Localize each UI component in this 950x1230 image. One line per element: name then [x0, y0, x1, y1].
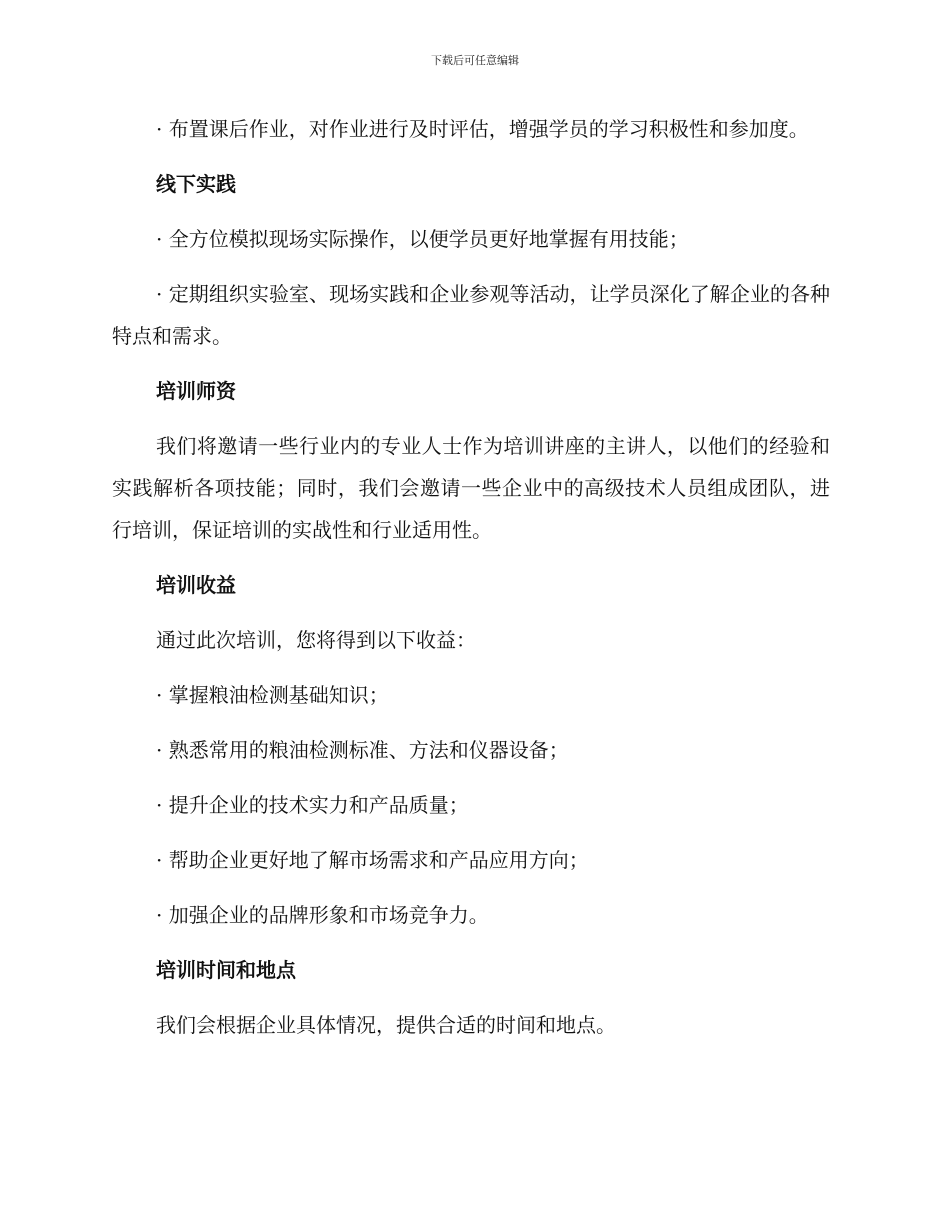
bullet-item: · 定期组织实验室、现场实践和企业参观等活动，让学员深化了解企业的各种特点和需求。 — [112, 282, 830, 348]
section-heading: 培训收益 — [156, 573, 236, 597]
bullet-item: · 帮助企业更好地了解市场需求和产品应用方向； — [156, 848, 589, 872]
body-paragraph: 我们会根据企业具体情况，提供合适的时间和地点。 — [156, 1013, 616, 1037]
page-header: 下载后可任意编辑 — [431, 54, 519, 67]
section-heading: 培训师资 — [156, 379, 236, 403]
bullet-item: · 提升企业的技术实力和产品质量； — [156, 793, 469, 817]
bullet-item: · 加强企业的品牌形象和市场竞争力。 — [156, 903, 489, 927]
body-paragraph: 我们将邀请一些行业内的专业人士作为培训讲座的主讲人，以他们的经验和实践解析各项技能；同时，我们会邀请一些企业中的高级技术人员组成团队，进行培训，保证培训的实战性和行业适用性。 — [112, 434, 830, 542]
document-body — [112, 108, 830, 1046]
bullet-item: · 掌握粮油检测基础知识； — [156, 683, 389, 707]
body-paragraph: 通过此次培训，您将得到以下收益： — [156, 628, 476, 652]
bullet-item: · 布置课后作业，对作业进行及时评估，增强学员的学习积极性和参加度。 — [156, 117, 809, 141]
section-heading: 线下实践 — [156, 172, 236, 196]
section-heading: 培训时间和地点 — [156, 958, 296, 982]
bullet-item: · 熟悉常用的粮油检测标准、方法和仪器设备； — [156, 738, 569, 762]
bullet-item: · 全方位模拟现场实际操作，以便学员更好地掌握有用技能； — [156, 227, 689, 251]
